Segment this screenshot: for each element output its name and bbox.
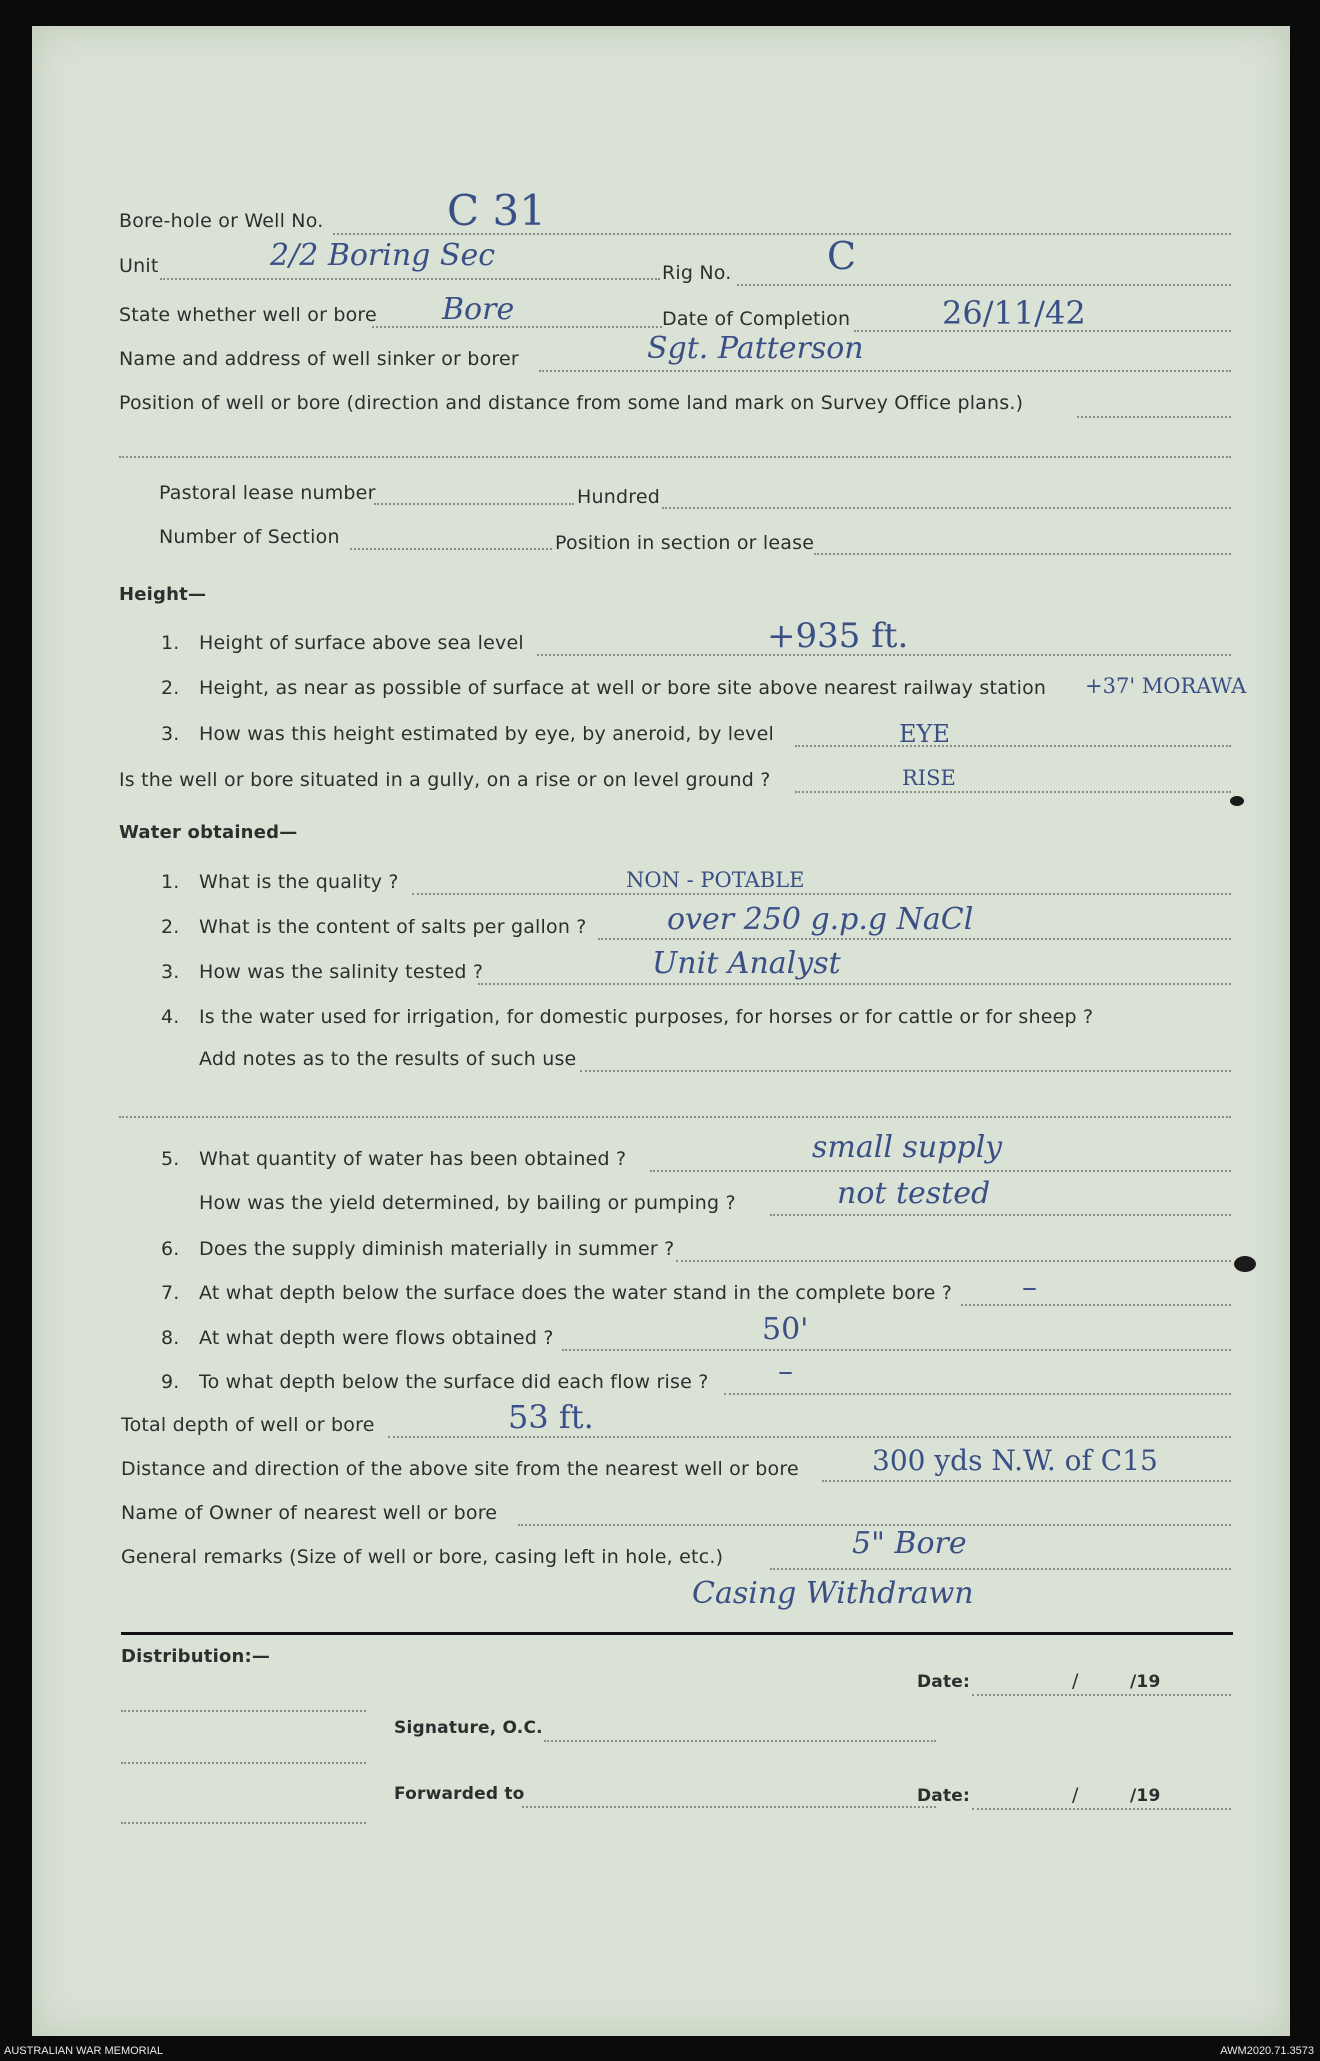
punch-hole-mark	[1230, 796, 1244, 806]
w5b-line	[770, 1214, 1231, 1216]
w8-label: At what depth were flows obtained ?	[199, 1327, 554, 1349]
w6-label: Does the supply diminish materially in summer ?	[199, 1238, 675, 1260]
section-divider	[121, 1632, 1233, 1635]
distance-line	[822, 1480, 1231, 1482]
height-heading: Height—	[119, 584, 207, 605]
well-or-bore-line	[372, 326, 662, 328]
sinker-line	[539, 370, 1231, 372]
distribution-line-1	[121, 1710, 366, 1712]
w4-notes-line	[119, 1116, 1231, 1118]
w2-num: 2.	[161, 916, 180, 938]
date-line-2	[972, 1808, 1231, 1810]
bore-no-value: C 31	[447, 186, 546, 235]
w3-num: 3.	[161, 961, 180, 983]
h3-line	[795, 745, 1231, 747]
h3-label: How was this height estimated by eye, by aneroid, by level	[199, 723, 774, 745]
w5-value: small supply	[812, 1130, 1003, 1165]
w7-num: 7.	[161, 1282, 180, 1304]
bore-no-label: Bore-hole or Well No.	[119, 210, 324, 232]
w2-line	[598, 938, 1231, 940]
date-slash-1: /	[1072, 1670, 1079, 1692]
h3-num: 3.	[161, 723, 180, 745]
h1-value: +935 ft.	[767, 616, 909, 656]
distribution-line-2	[121, 1762, 366, 1764]
footer-left: AUSTRALIAN WAR MEMORIAL	[4, 2045, 164, 2057]
position-section-line	[814, 553, 1231, 555]
form-sheet	[32, 26, 1290, 2036]
forwarded-label: Forwarded to	[394, 1784, 525, 1804]
well-or-bore-value: Bore	[442, 292, 515, 327]
position-line-2	[119, 456, 1231, 458]
gully-value: RISE	[902, 766, 956, 790]
w2-value: over 250 g.p.g NaCl	[667, 902, 974, 937]
position-section-label: Position in section or lease	[555, 532, 815, 554]
unit-line	[160, 278, 660, 280]
w8-line	[562, 1349, 1231, 1351]
w9-value: –	[778, 1354, 793, 1389]
gully-line	[795, 791, 1231, 793]
w9-num: 9.	[161, 1371, 180, 1393]
w5-num: 5.	[161, 1148, 180, 1170]
w4-label: Is the water used for irrigation, for domestic purposes, for horses or for cattle or for sheep ?	[199, 1006, 1094, 1028]
h1-num: 1.	[161, 632, 180, 654]
w3-value: Unit Analyst	[652, 946, 841, 981]
w8-value: 50'	[762, 1312, 809, 1347]
date-line-1	[972, 1694, 1231, 1696]
w4-num: 4.	[161, 1006, 180, 1028]
signature-label: Signature, O.C.	[394, 1718, 543, 1738]
date-year-2: /19	[1130, 1786, 1161, 1806]
w2-label: What is the content of salts per gallon ?	[199, 916, 587, 938]
rig-line	[737, 284, 1231, 286]
w1-line	[412, 893, 1231, 895]
remarks-value-1: 5" Bore	[852, 1526, 967, 1561]
date-label-2: Date:	[917, 1786, 971, 1806]
h1-label: Height of surface above sea level	[199, 632, 524, 654]
w4b-label: Add notes as to the results of such use	[199, 1048, 577, 1070]
w5-label: What quantity of water has been obtained ?	[199, 1148, 627, 1170]
position-line-1	[1077, 416, 1231, 418]
pastoral-line	[374, 503, 574, 505]
w7-line	[961, 1304, 1231, 1306]
w5-line	[650, 1170, 1231, 1172]
completion-value: 26/11/42	[942, 294, 1086, 332]
distribution-label: Distribution:—	[121, 1646, 271, 1667]
sinker-value: Sgt. Patterson	[647, 331, 864, 366]
date-label-1: Date:	[917, 1672, 971, 1692]
forwarded-line	[522, 1806, 936, 1808]
footer-right: AWM2020.71.3573	[1220, 2045, 1314, 2057]
hundred-line	[662, 507, 1231, 509]
h3-value: EYE	[899, 720, 950, 748]
h2-num: 2.	[161, 677, 180, 699]
w5b-value: not tested	[837, 1176, 991, 1211]
w3-line	[478, 983, 1231, 985]
unit-value: 2/2 Boring Sec	[270, 238, 496, 273]
completion-label: Date of Completion	[662, 308, 851, 330]
w5b-label: How was the yield determined, by bailing or pumping ?	[199, 1192, 736, 1214]
distance-label: Distance and direction of the above site from the nearest well or bore	[121, 1458, 799, 1480]
w6-num: 6.	[161, 1238, 180, 1260]
gully-label: Is the well or bore situated in a gully, on a rise or on level ground ?	[119, 769, 771, 791]
w9-line	[724, 1393, 1231, 1395]
w6-line	[676, 1260, 1231, 1262]
w1-value: NON - POTABLE	[626, 868, 805, 892]
section-label: Number of Section	[159, 526, 340, 548]
hundred-label: Hundred	[577, 486, 660, 508]
rig-label: Rig No.	[662, 262, 732, 284]
pastoral-label: Pastoral lease number	[159, 482, 376, 504]
w7-value: –	[1022, 1270, 1037, 1305]
distance-value: 300 yds N.W. of C15	[872, 1444, 1158, 1477]
section-line	[350, 548, 552, 550]
water-heading: Water obtained—	[119, 822, 298, 843]
w3-label: How was the salinity tested ?	[199, 961, 484, 983]
total-line	[388, 1436, 1231, 1438]
h2-value: +37' MORAWA	[1085, 674, 1247, 698]
total-label: Total depth of well or bore	[121, 1414, 375, 1436]
w4b-line	[580, 1070, 1231, 1072]
remarks-label: General remarks (Size of well or bore, casing left in hole, etc.)	[121, 1546, 724, 1568]
remarks-value-2: Casing Withdrawn	[692, 1576, 974, 1611]
rig-value: C	[827, 234, 857, 278]
unit-label: Unit	[119, 255, 159, 277]
w8-num: 8.	[161, 1327, 180, 1349]
remarks-line	[770, 1568, 1231, 1570]
date-slash-2: /	[1072, 1784, 1079, 1806]
h2-label: Height, as near as possible of surface at well or bore site above nearest railway station	[199, 677, 1047, 699]
date-year-1: /19	[1130, 1672, 1161, 1692]
sinker-label: Name and address of well sinker or borer	[119, 348, 519, 370]
position-label: Position of well or bore (direction and distance from some land mark on Survey Office plans.)	[119, 392, 1024, 414]
distribution-line-3	[121, 1822, 366, 1824]
signature-line	[544, 1740, 936, 1742]
total-value: 53 ft.	[508, 1398, 594, 1436]
w9-label: To what depth below the surface did each flow rise ?	[199, 1371, 709, 1393]
well-or-bore-label: State whether well or bore	[119, 304, 377, 326]
punch-hole-mark	[1234, 1256, 1256, 1272]
owner-label: Name of Owner of nearest well or bore	[121, 1502, 498, 1524]
w1-num: 1.	[161, 871, 180, 893]
w1-label: What is the quality ?	[199, 871, 399, 893]
w7-label: At what depth below the surface does the water stand in the complete bore ?	[199, 1282, 953, 1304]
